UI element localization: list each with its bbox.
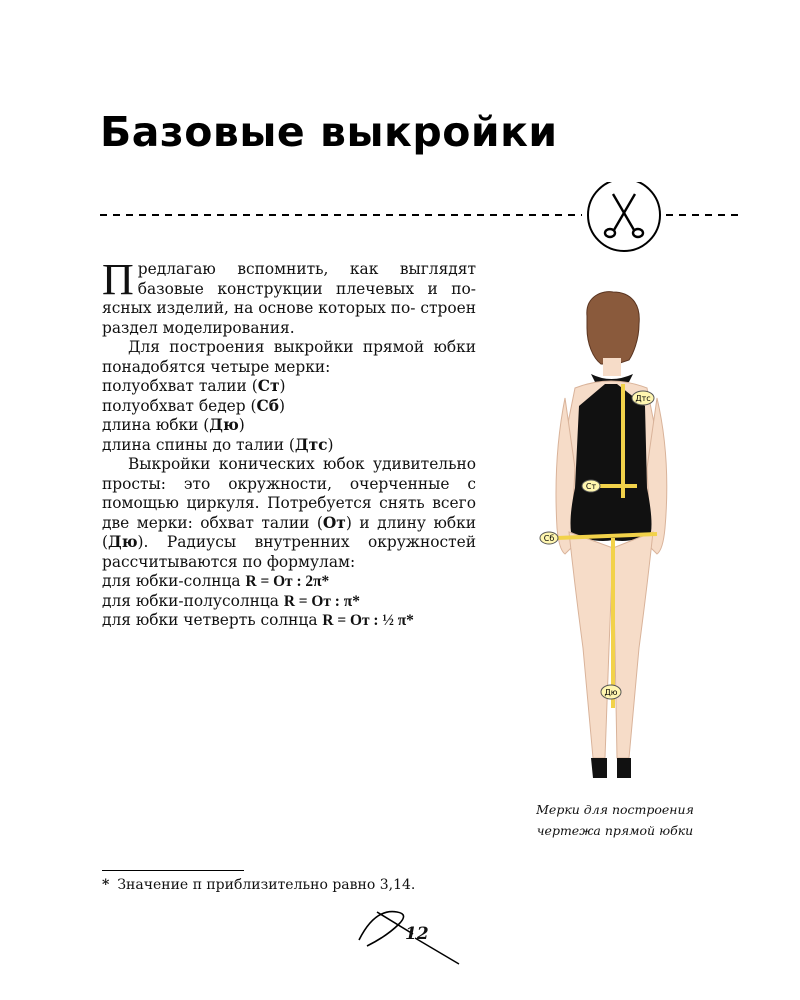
st-label	[582, 480, 600, 492]
dyu-label	[601, 685, 621, 699]
measures-intro: Для построения выкройки прямой юбки понадобятся четыре мерки:	[102, 338, 476, 376]
drop-cap: П	[102, 255, 134, 304]
svg-text:Дю: Дю	[604, 688, 618, 697]
body-text	[102, 255, 476, 631]
footnote-rule	[102, 870, 244, 871]
dts-label	[632, 391, 654, 405]
svg-text:Дтс: Дтс	[635, 394, 651, 403]
intro-paragraph: П редлагаю вспомнить, как выглядят базовые конструкции плечевых и по- ясных изделий, на основе которых по- строен раздел моделирования.	[102, 255, 476, 337]
measure-item: полуобхват бедер (Сб)	[102, 396, 286, 415]
section-divider	[100, 182, 740, 252]
svg-text:Сб: Сб	[543, 534, 555, 543]
formula-line: для юбки четверть солнца R = От : ½ π*	[102, 611, 414, 629]
measure-item: длина спины до талии (Дтс)	[102, 435, 334, 454]
measure-item: полуобхват талии (Ст)	[102, 377, 286, 395]
formula-line: для юбки-солнца R = От : 2π*	[102, 572, 330, 590]
figure-caption: Мерки для построения чертежа прямой юбки	[536, 802, 694, 838]
page-title: Базовые выкройки	[100, 108, 558, 156]
body-measurements-illustration	[535, 288, 685, 788]
svg-text:Ст: Ст	[585, 482, 597, 491]
page-number: 12	[405, 924, 429, 944]
scissors-icon	[605, 194, 643, 237]
conic-paragraph: Выкройки конических юбок удивительно просты: это окружности, очерченные с помощью циркуля. Потребуется снять всего две мерки: обхват талии (От) и длину юбки (Дю). Радиусы внутренних окружностей рассчитываются по формулам:	[102, 455, 476, 571]
footnote: * Значение π приблизительно равно 3,14.	[102, 877, 416, 893]
footnote-marker: *	[102, 877, 110, 893]
formula-line: для юбки-полусолнца R = От : π*	[102, 591, 360, 610]
measure-item: длина юбки (Дю)	[102, 416, 245, 434]
sb-label	[540, 532, 558, 544]
